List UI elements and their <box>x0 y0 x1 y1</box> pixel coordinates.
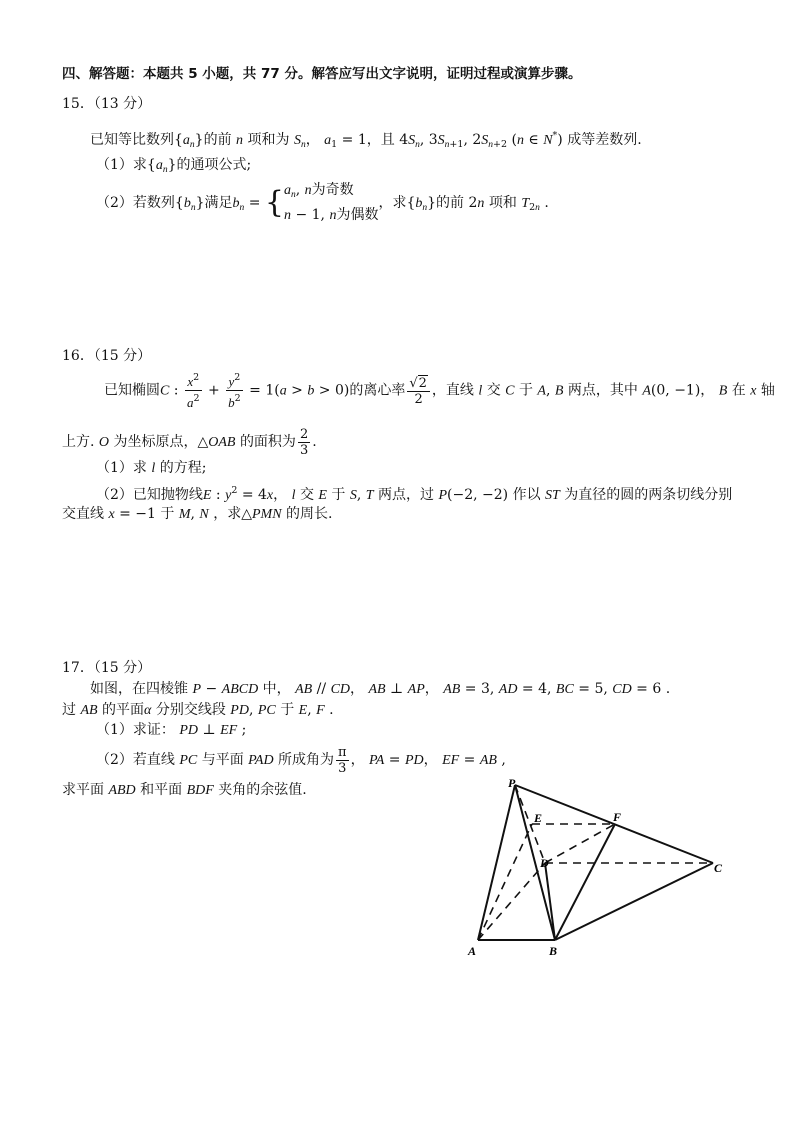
q17-stem: 如图，在四棱锥 P − ABCD 中， AB // CD， AB ⊥ AP， AB = 3, AD = 4, BC = 5, CD = 6 . <box>90 681 671 697</box>
q16-stem: 已知椭圆C : $\frac{x^2}{a^2}$ + $\frac{y^2}{b^2}$ = 1(a > b > 0)的离心率 $\frac{√2}{2}$ ，直线 l 交 C 于 A, B 两点，其中 A(0, −1)， B 在 x 轴 <box>104 372 775 410</box>
q16-part1: （1）求 l 的方程; <box>96 460 207 476</box>
edge-BD <box>545 863 555 940</box>
edge-BC <box>555 863 713 940</box>
label-A: A <box>468 944 477 958</box>
label-C: C <box>714 861 723 875</box>
q15-part1: （1）求$\{a_n\}$的通项公式; <box>96 157 252 175</box>
q17-part1: （1）求证： PD ⊥ EF ; <box>96 722 247 738</box>
q16-part2: （2）已知抛物线E : $y^2 = 4x$， l 交 E 于 S, T 两点，过 P(−2, −2) 作以 ST 为直径的圆的两条切线分别 <box>96 485 733 503</box>
q15-number: 15．（13 分） <box>62 96 152 112</box>
q17-part2: （2）若直线 PC 与平面 PAD 所成角为 $\frac{\pi}{3}$ ， PA = PD， EF = AB , <box>96 744 506 776</box>
q16-line4: 交直线 x = −1 于 M, N ，求△PMN 的周长. <box>62 506 333 522</box>
section-title: 四、解答题：本题共 5 小题，共 77 分。解答应写出文字说明，证明过程或演算步骤。 <box>62 66 582 82</box>
edge-PA <box>478 785 515 940</box>
q16-line2: 上方. O 为坐标原点，△OAB 的面积为 $\frac{2}{3}$ . <box>62 426 317 458</box>
q17-line2: 过 AB 的平面α 分别交线段 PD, PC 于 E, F . <box>62 702 334 718</box>
label-E: E <box>534 811 543 825</box>
label-B: B <box>549 944 558 958</box>
q16-number: 16．（15 分） <box>62 348 152 364</box>
q15-stem: 已知等比数列$\{a_n\}$的前 n 项和为 $S_n$， $a_1 = 1$，且 $4S_n$, $3S_{n+1}$, $2S_{n+2}$ (n ∈ N*) 成等差数列. <box>90 130 642 150</box>
q15-part2: （2）若数列$\{b_n\}$满足$b_n$ = { $a_n$, n为奇数 n − 1, n为偶数 ，求$\{b_n\}$的前 2n 项和 $T_{2n}$ . <box>96 182 549 223</box>
label-F: F <box>613 810 622 824</box>
q17-number: 17．（15 分） <box>62 660 152 676</box>
label-D: D <box>540 856 549 870</box>
edge-AE <box>478 824 532 940</box>
q17-final: 求平面 ABD 和平面 BDF 夹角的余弦值. <box>62 782 307 798</box>
pyramid-figure <box>460 775 740 965</box>
label-P: P <box>508 776 516 790</box>
